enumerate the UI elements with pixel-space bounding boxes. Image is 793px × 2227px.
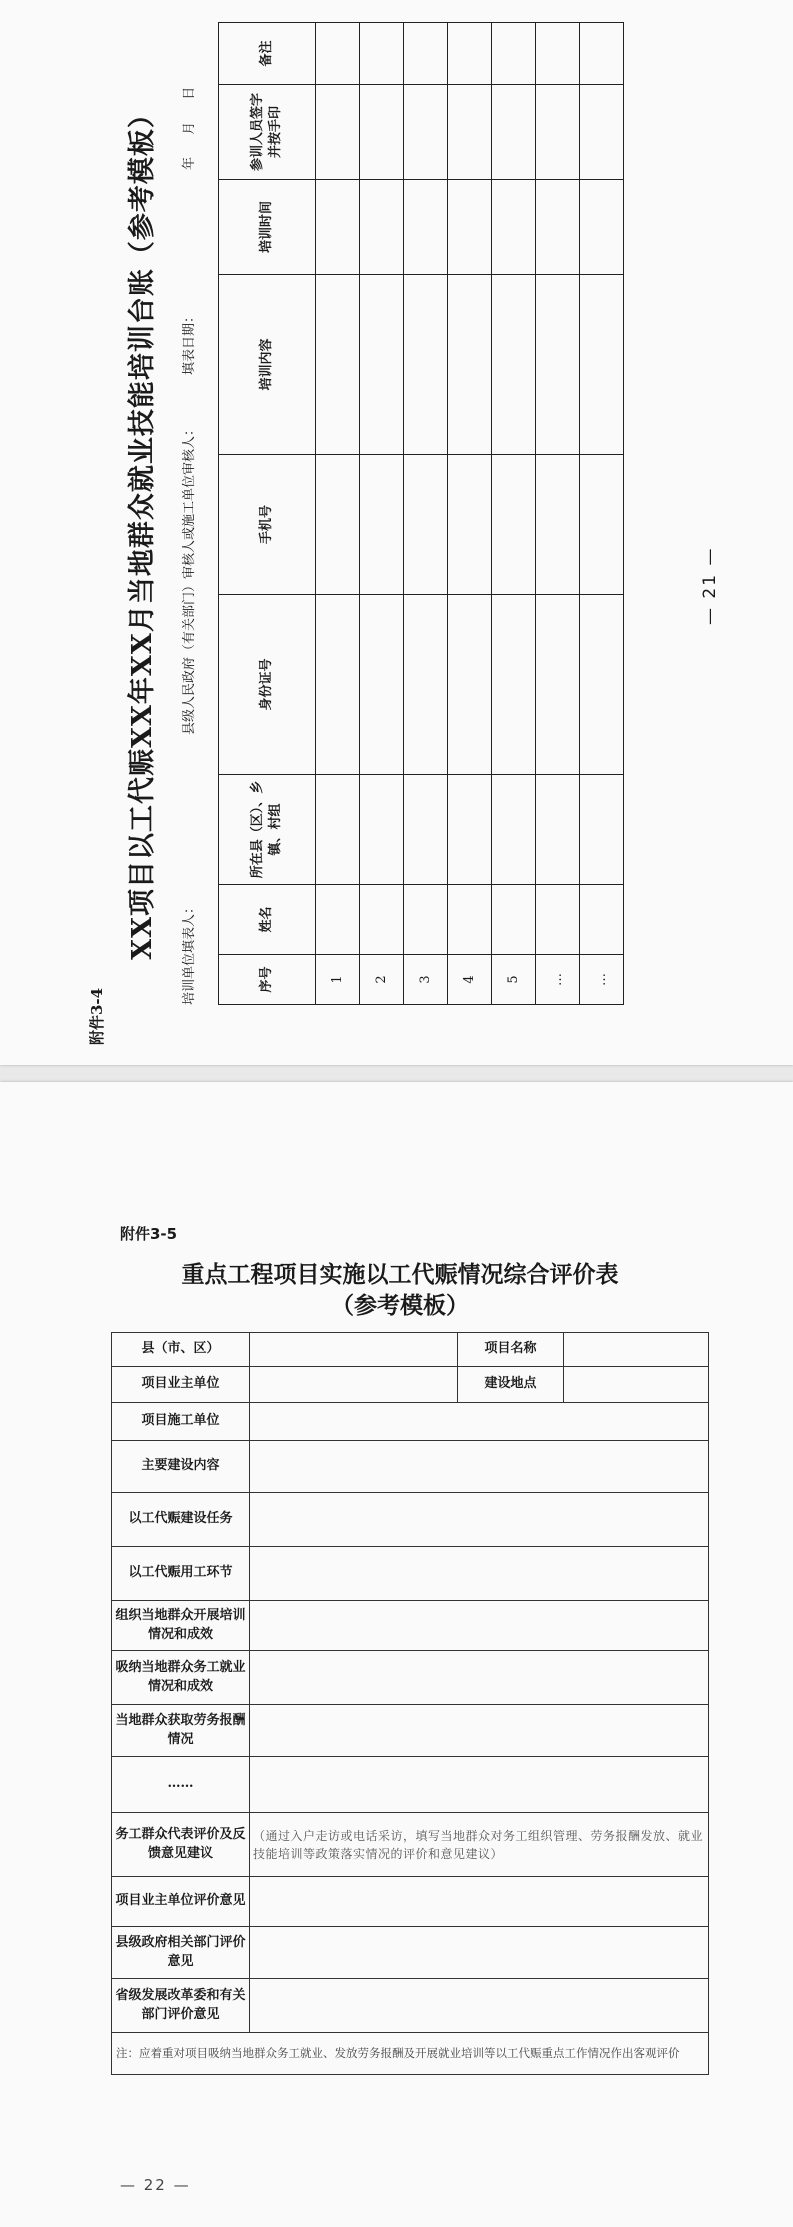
footnote: 注：应着重对项目吸纳当地群众务工就业、发放劳务报酬及开展就业培训等以工代赈重点工作情况作出客观评价: [112, 2033, 709, 2075]
worker-feedback-label: 务工群众代表评价及反馈意见建议: [112, 1813, 250, 1877]
location-label: 建设地点: [458, 1367, 564, 1403]
task-label: 以工代赈建设任务: [112, 1493, 250, 1547]
header-cell: 培训时间: [219, 180, 316, 275]
table-row: [112, 1651, 709, 1705]
link-label: 以工代赈用工环节: [112, 1547, 250, 1601]
page-number: — 22 —: [120, 2176, 191, 2194]
province-label: 省级发展改革委和有关部门评价意见: [112, 1979, 250, 2033]
title-line-1: 重点工程项目实施以工代赈情况综合评价表: [181, 1261, 619, 1288]
task-value: [250, 1493, 709, 1547]
table-row: [112, 1979, 709, 2033]
row-index: …: [536, 955, 580, 1005]
province-value: [250, 1979, 709, 2033]
table-row: [536, 23, 580, 1005]
fill-unit-label: 培训单位填表人：: [182, 900, 197, 1005]
table-row: [112, 1547, 709, 1601]
location-value: [564, 1367, 709, 1403]
form-title: XX项目以工代赈XX年XX月当地群众就业技能培训台账（参考模板）: [127, 100, 158, 960]
reviewer-label: 县级人民政府（有关部门）审核人或施工单位审核人：: [182, 422, 197, 735]
table-row: [316, 23, 360, 1005]
row-index: …: [580, 955, 624, 1005]
header-cell: 姓名: [219, 885, 316, 955]
table-row: [112, 1367, 709, 1403]
page-22: [0, 1082, 793, 2227]
rotated-form: [0, 0, 793, 1065]
ellipsis-label: ……: [112, 1757, 250, 1813]
ellipsis-value: [250, 1757, 709, 1813]
header-cell: 身份证号: [219, 595, 316, 775]
training-label: 组织当地群众开展培训情况和成效: [112, 1601, 250, 1651]
county-value: [250, 1333, 458, 1367]
main-content-value: [250, 1441, 709, 1493]
table-header-row: [219, 23, 316, 1005]
table-row: [112, 1927, 709, 1979]
row-index: 1: [316, 955, 360, 1005]
construction-unit-label: 项目施工单位: [112, 1403, 250, 1441]
table-row: [112, 1493, 709, 1547]
table-row: [492, 23, 536, 1005]
row-index: 3: [404, 955, 448, 1005]
table-row: [112, 1813, 709, 1877]
main-content-label: 主要建设内容: [112, 1441, 250, 1493]
link-value: [250, 1547, 709, 1601]
table-row: [580, 23, 624, 1005]
table-row: [360, 23, 404, 1005]
table-row: [112, 1757, 709, 1813]
owner-label: 项目业主单位: [112, 1367, 250, 1403]
project-name-label: 项目名称: [458, 1333, 564, 1367]
county-gov-label: 县级政府相关部门评价意见: [112, 1927, 250, 1979]
header-cell: 备注: [219, 23, 316, 85]
attachment-label: 附件3-4: [88, 987, 106, 1045]
table-row: [112, 1877, 709, 1927]
fill-date-label: 填表日期：: [182, 309, 197, 375]
table-row: [112, 1601, 709, 1651]
pay-value: [250, 1705, 709, 1757]
worker-feedback-hint: （通过入户走访或电话采访，填写当地群众对务工组织管理、劳务报酬发放、就业技能培训等政策落实情况的评价和意见建议）: [250, 1813, 709, 1877]
owner-eval-value: [250, 1877, 709, 1927]
header-cell: 序号: [219, 955, 316, 1005]
county-gov-value: [250, 1927, 709, 1979]
employment-label: 吸纳当地群众务工就业情况和成效: [112, 1651, 250, 1705]
training-value: [250, 1601, 709, 1651]
page-21: [0, 0, 793, 1065]
table-row: [112, 2033, 709, 2075]
training-ledger-table: [218, 22, 624, 1005]
owner-value: [250, 1367, 458, 1403]
title-line-2: （参考模板）: [331, 1292, 469, 1320]
evaluation-table: [111, 1332, 709, 2075]
pay-label: 当地群众获取劳务报酬情况: [112, 1705, 250, 1757]
header-cell: 培训内容: [219, 275, 316, 455]
header-cell: 所在县（区）、乡镇、村组: [219, 775, 316, 885]
employment-value: [250, 1651, 709, 1705]
row-index: 4: [448, 955, 492, 1005]
row-index: 5: [492, 955, 536, 1005]
page-number: — 21 —: [700, 546, 720, 625]
form-title: [60, 1259, 740, 1321]
owner-eval-label: 项目业主单位评价意见: [112, 1877, 250, 1927]
table-row: [112, 1705, 709, 1757]
county-label: 县（市、区）: [112, 1333, 250, 1367]
table-row: [448, 23, 492, 1005]
table-row: [112, 1441, 709, 1493]
table-row: [112, 1333, 709, 1367]
construction-unit-value: [250, 1403, 709, 1441]
table-row: [112, 1403, 709, 1441]
attachment-label: 附件3-5: [120, 1225, 178, 1243]
date-parts: 年 月 日: [182, 86, 197, 170]
table-row: [404, 23, 448, 1005]
row-index: 2: [360, 955, 404, 1005]
header-cell: 手机号: [219, 455, 316, 595]
header-cell: 参训人员签字并按手印: [219, 85, 316, 180]
project-name-value: [564, 1333, 709, 1367]
